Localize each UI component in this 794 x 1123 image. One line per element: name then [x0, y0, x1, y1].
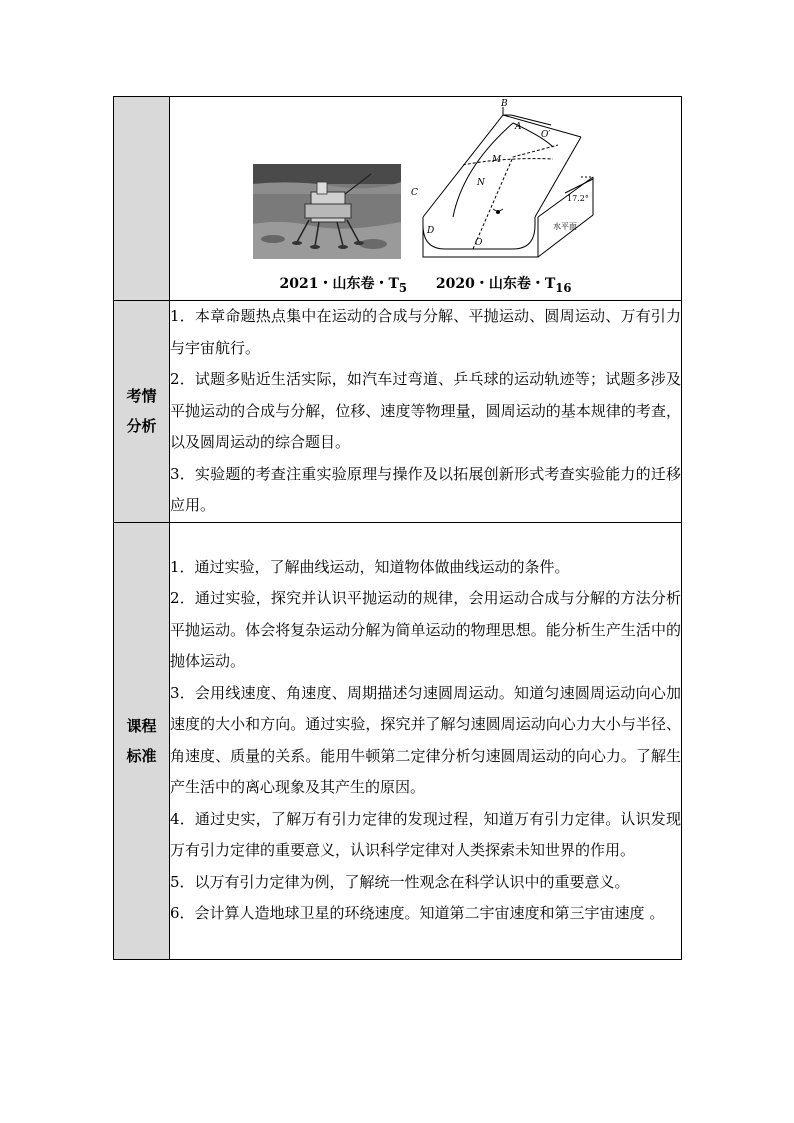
paragraph: 6．会计算人造地球卫星的环绕速度。知道第二宇宙速度和第三宇宙速度 。: [170, 904, 665, 922]
paragraph: 3．实验题的考查注重实验原理与操作及以拓展创新形式考查实验能力的迁移应用。: [170, 464, 681, 514]
exam-analysis-content: [170, 301, 682, 523]
curriculum-standard-label: 课程 标准: [114, 522, 170, 959]
curriculum-standard-content: [170, 522, 682, 959]
paragraph: 1．通过实验，了解曲线运动，知道物体做曲线运动的条件。: [170, 557, 570, 576]
label-O-prime: O′: [541, 130, 551, 140]
curriculum-standard-row: [114, 522, 682, 959]
paragraph: 3．会用线速度、角速度、周期描述匀速圆周运动。知道匀速圆周运动向心加速度的大小和方向。通过实验，探究并了解匀速圆周运动向心力大小与半径、角速度、质量的关系。能用牛顿第二定律分析匀速圆周运动的向心力。了解生产生活中的离心现象及其产生的原因。: [170, 683, 681, 796]
lunar-lander-photo: [253, 164, 401, 259]
label-O: O: [475, 238, 483, 248]
caption-left: 2021・山东卷・$T_5$: [279, 276, 407, 295]
figure-row-label-cell: [114, 97, 170, 301]
half-pipe-diagram: [403, 97, 613, 267]
label-angle: 17.2°: [567, 194, 589, 203]
label-horizontal-plane: 水平面: [553, 222, 577, 231]
paragraph: 5．以万有引力定律为例，了解统一性观念在科学认识中的重要意义。: [170, 872, 630, 891]
label-B: B: [501, 99, 508, 109]
paragraph: 2．试题多贴近生活实际，如汽车过弯道、乒乓球的运动轨迹等；试题多涉及平抛运动的合成与分解，位移、速度等物理量，圆周运动的基本规律的考查，以及圆周运动的综合题目。: [170, 370, 681, 451]
info-table: [113, 96, 682, 960]
label-M: M: [492, 155, 502, 165]
paragraph: 4．通过史实，了解万有引力定律的发现过程，知道万有引力定律。认识发现万有引力定律的重要意义，认识科学定律对人类探索未知世界的作用。: [170, 809, 681, 859]
exam-analysis-label: 考情 分析: [114, 301, 170, 523]
label-A: A: [515, 122, 522, 132]
label-C: C: [411, 188, 418, 198]
figure-row: [114, 97, 682, 301]
figure-caption: [170, 273, 681, 295]
label-N: N: [477, 178, 485, 188]
caption-right: 2020・山东卷・$T_{16}$: [435, 276, 572, 295]
figure-cell: [170, 97, 682, 301]
label-D: D: [427, 226, 435, 236]
paragraph: 1．本章命题热点集中在运动的合成与分解、平抛运动、圆周运动、万有引力与宇宙航行。: [170, 307, 681, 357]
exam-analysis-row: [114, 301, 682, 523]
paragraph: 2．通过实验，探究并认识平抛运动的规律，会用运动合成与分解的方法分析平抛运动。体会将复杂运动分解为简单运动的物理思想。能分析生产生活中的抛体运动。: [170, 589, 681, 670]
